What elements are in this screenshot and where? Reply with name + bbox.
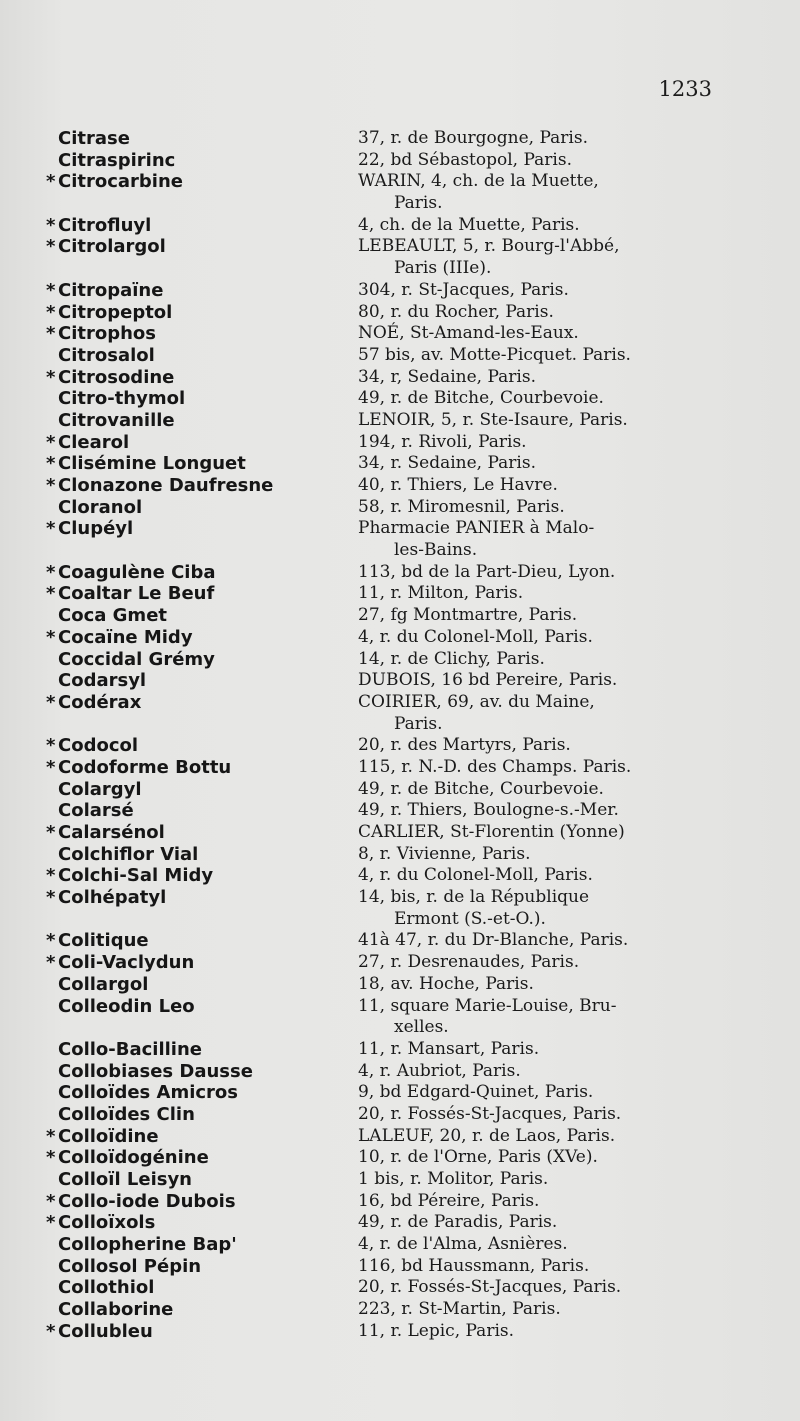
entry-name-spacer bbox=[44, 540, 358, 562]
entry-name bbox=[44, 627, 358, 649]
asterisk-marker: * bbox=[46, 1320, 56, 1342]
entry-name-text: Colloïdes Clin bbox=[58, 1103, 195, 1125]
entry-name bbox=[44, 1234, 358, 1256]
entry-address: 116, bd Haussmann, Paris. bbox=[358, 1255, 590, 1276]
entry-address: LENOIR, 5, r. Ste-Isaure, Paris. bbox=[358, 409, 628, 430]
entry-name bbox=[44, 475, 358, 497]
entry-name-text: Citrase bbox=[58, 128, 130, 149]
entry-name bbox=[44, 974, 358, 996]
entry-address: 16, bd Péreire, Paris. bbox=[358, 1190, 540, 1211]
entry-name bbox=[44, 323, 358, 345]
entry-address: 49, r. de Bitche, Courbevoie. bbox=[358, 778, 604, 799]
entry-address: 20, r. Fossés-St-Jacques, Paris. bbox=[358, 1277, 622, 1298]
asterisk-marker: * bbox=[46, 691, 56, 713]
entry-address: 4, ch. de la Muette, Paris. bbox=[358, 214, 580, 235]
asterisk-marker: * bbox=[46, 930, 56, 952]
entry-name-text: Citraspirinc bbox=[58, 149, 176, 171]
entry-address: 27, r. Desrenaudes, Paris. bbox=[358, 952, 580, 973]
entry-address: 113, bd de la Part-Dieu, Lyon. bbox=[358, 561, 616, 582]
entry-name-text: Collopherine Bap' bbox=[58, 1234, 237, 1256]
entry-name-text: Citrovanille bbox=[58, 409, 175, 431]
entry-name-text: Citrolargol bbox=[58, 236, 166, 258]
entry-name bbox=[44, 822, 358, 844]
entry-name-text: Citropeptol bbox=[58, 301, 173, 323]
entry-name bbox=[44, 1256, 358, 1278]
entry-address: WARIN, 4, ch. de la Muette, bbox=[358, 171, 599, 192]
entry-name-text: Colhépatyl bbox=[58, 887, 167, 909]
asterisk-marker: * bbox=[46, 822, 56, 843]
entry-address: 4, r. du Colonel-Moll, Paris. bbox=[358, 626, 593, 647]
entry-name-text: Clupéyl bbox=[58, 518, 134, 540]
entry-address: 22, bd Sébastopol, Paris. bbox=[358, 149, 572, 170]
asterisk-marker: * bbox=[46, 865, 56, 887]
entry-address: 14, r. de Clichy, Paris. bbox=[358, 648, 545, 669]
entry-name bbox=[44, 128, 358, 150]
entry-name bbox=[44, 779, 358, 801]
entry-name-text: Colloïl Leisyn bbox=[58, 1169, 192, 1190]
entry-address: 11, r. Mansart, Paris. bbox=[358, 1038, 540, 1059]
entry-name-text: Cocaïne Midy bbox=[58, 626, 193, 648]
entry-name-spacer bbox=[44, 909, 358, 931]
entry-name-spacer bbox=[44, 1017, 358, 1039]
entry-name-text: Citrophos bbox=[58, 323, 157, 345]
product-directory-list bbox=[44, 128, 734, 1343]
entry-name bbox=[44, 605, 358, 627]
asterisk-marker: * bbox=[46, 1147, 56, 1169]
entry-name bbox=[44, 302, 358, 324]
entry-address: 4, r. Aubriot, Paris. bbox=[358, 1060, 521, 1081]
asterisk-marker: * bbox=[46, 518, 56, 540]
entry-address: 58, r. Miromesnil, Paris. bbox=[358, 496, 565, 517]
entry-address: 1 bis, r. Molitor, Paris. bbox=[358, 1169, 549, 1189]
asterisk-marker: * bbox=[46, 236, 56, 258]
entry-address: 194, r. Rivoli, Paris. bbox=[358, 431, 527, 452]
entry-name bbox=[44, 800, 358, 822]
entry-address: 14, bis, r. de la République bbox=[358, 887, 590, 908]
entry-name-text: Clearol bbox=[58, 431, 130, 453]
entry-name bbox=[44, 1126, 358, 1148]
entry-name-text: Collo-iode Dubois bbox=[58, 1190, 236, 1212]
entry-name-text: Collothiol bbox=[58, 1277, 155, 1299]
entry-name-text: Calarsénol bbox=[58, 822, 165, 843]
entry-name-text: Citrocarbine bbox=[58, 171, 183, 193]
entry-name bbox=[44, 432, 358, 454]
entry-name bbox=[44, 1321, 358, 1343]
entry-name bbox=[44, 280, 358, 302]
entry-name-spacer bbox=[44, 714, 358, 736]
entry-address: 40, r. Thiers, Le Havre. bbox=[358, 475, 558, 495]
entry-name-text: Coaltar Le Beuf bbox=[58, 583, 215, 605]
entry-name bbox=[44, 996, 358, 1018]
entry-address: 20, r. des Martyrs, Paris. bbox=[358, 735, 571, 756]
asterisk-marker: * bbox=[46, 366, 56, 388]
entry-address: COIRIER, 69, av. du Maine, bbox=[358, 691, 595, 712]
entry-address: 115, r. N.-D. des Champs. Paris. bbox=[358, 756, 632, 777]
entry-name bbox=[44, 757, 358, 779]
entry-address: 49, r. de Bitche, Courbevoie. bbox=[358, 388, 604, 409]
entry-address: 4, r. de l'Alma, Asnières. bbox=[358, 1234, 568, 1255]
entry-name bbox=[44, 1039, 358, 1061]
entry-name-text: Colloïxols bbox=[58, 1212, 156, 1234]
entry-address: NOÉ, St-Amand-les-Eaux. bbox=[358, 323, 579, 344]
asterisk-marker: * bbox=[46, 453, 56, 475]
asterisk-marker: * bbox=[46, 1125, 56, 1147]
entry-name bbox=[44, 562, 358, 584]
asterisk-marker: * bbox=[46, 583, 56, 605]
entry-address: 20, r. Fossés-St-Jacques, Paris. bbox=[358, 1103, 622, 1124]
entry-address-continued: Paris. bbox=[394, 193, 443, 214]
entry-name bbox=[44, 1061, 358, 1083]
entry-name-spacer bbox=[44, 258, 358, 280]
entry-address: 41à 47, r. du Dr-Blanche, Paris. bbox=[358, 930, 629, 951]
entry-name-text: Collaborine bbox=[58, 1299, 174, 1321]
entry-address: LEBEAULT, 5, r. Bourg-l'Abbé, bbox=[358, 236, 620, 257]
entry-name bbox=[44, 388, 358, 410]
entry-address: 304, r. St-Jacques, Paris. bbox=[358, 279, 569, 300]
entry-name bbox=[44, 1212, 358, 1234]
entry-name-text: Colargyl bbox=[58, 778, 142, 800]
entry-name-text: Coagulène Ciba bbox=[58, 561, 216, 583]
entry-address: DUBOIS, 16 bd Pereire, Paris. bbox=[358, 670, 618, 691]
entry-name bbox=[44, 1277, 358, 1299]
entry-name-text: Colleodin Leo bbox=[58, 995, 195, 1017]
entry-name bbox=[44, 1147, 358, 1169]
entry-address: 10, r. de l'Orne, Paris (XVe). bbox=[358, 1147, 598, 1168]
entry-name-text: Codoforme Bottu bbox=[58, 756, 232, 778]
entry-address: 49, r. de Paradis, Paris. bbox=[358, 1212, 558, 1233]
entry-address: LALEUF, 20, r. de Laos, Paris. bbox=[358, 1125, 616, 1146]
entry-name bbox=[44, 930, 358, 952]
entry-name bbox=[44, 1169, 358, 1191]
entry-name-text: Coccidal Grémy bbox=[58, 648, 215, 670]
entry-name-text: Citrosalol bbox=[58, 344, 155, 366]
entry-name bbox=[44, 1191, 358, 1213]
entry-name-text: Citro-thymol bbox=[58, 388, 186, 410]
asterisk-marker: * bbox=[46, 431, 56, 453]
entry-address: 8, r. Vivienne, Paris. bbox=[358, 843, 531, 864]
asterisk-marker: * bbox=[46, 626, 56, 648]
entry-name-text: Citrosodine bbox=[58, 366, 175, 388]
entry-name bbox=[44, 215, 358, 237]
entry-name bbox=[44, 1299, 358, 1321]
entry-address-continued: les-Bains. bbox=[394, 540, 478, 561]
asterisk-marker: * bbox=[46, 887, 56, 909]
entry-name bbox=[44, 497, 358, 519]
page-number: 1233 bbox=[658, 77, 712, 101]
asterisk-marker: * bbox=[46, 561, 56, 583]
entry-address-continued: Ermont (S.-et-O.). bbox=[394, 908, 546, 929]
entry-name bbox=[44, 735, 358, 757]
asterisk-marker: * bbox=[46, 301, 56, 323]
entry-name-text: Codocol bbox=[58, 735, 139, 757]
asterisk-marker: * bbox=[46, 756, 56, 778]
entry-name-text: Collo-Bacilline bbox=[58, 1038, 202, 1060]
entry-name bbox=[44, 518, 358, 540]
entry-name bbox=[44, 583, 358, 605]
asterisk-marker: * bbox=[46, 214, 56, 236]
entry-address-continued: xelles. bbox=[394, 1017, 449, 1038]
asterisk-marker: * bbox=[46, 735, 56, 757]
entry-name bbox=[44, 887, 358, 909]
entry-name bbox=[44, 649, 358, 671]
entry-name-text: Citropaïne bbox=[58, 279, 164, 301]
entry-name-text: Colitique bbox=[58, 930, 149, 952]
entry-name-text: Codérax bbox=[58, 691, 142, 713]
entry-name bbox=[44, 670, 358, 692]
asterisk-marker: * bbox=[46, 279, 56, 301]
entry-address: 34, r. Sedaine, Paris. bbox=[358, 453, 536, 474]
entry-address: Pharmacie PANIER à Malo- bbox=[358, 518, 595, 539]
entry-name bbox=[44, 410, 358, 432]
entry-name-text: Clisémine Longuet bbox=[58, 453, 246, 475]
entry-name bbox=[44, 952, 358, 974]
asterisk-marker: * bbox=[46, 952, 56, 974]
entry-name bbox=[44, 1082, 358, 1104]
entry-address: 37, r. de Bourgogne, Paris. bbox=[358, 128, 588, 148]
entry-name bbox=[44, 692, 358, 714]
entry-name bbox=[44, 236, 358, 258]
entry-address: 223, r. St-Martin, Paris. bbox=[358, 1299, 561, 1320]
entry-address: 34, r, Sedaine, Paris. bbox=[358, 366, 536, 387]
entry-address: 11, r. Lepic, Paris. bbox=[358, 1320, 515, 1341]
asterisk-marker: * bbox=[46, 1212, 56, 1234]
entry-name bbox=[44, 345, 358, 367]
entry-name-spacer bbox=[44, 193, 358, 215]
entry-address: 80, r. du Rocher, Paris. bbox=[358, 301, 554, 322]
entry-name-text: Coli-Vaclydun bbox=[58, 952, 195, 974]
entry-address: 57 bis, av. Motte-Picquet. Paris. bbox=[358, 344, 631, 365]
entry-address: 18, av. Hoche, Paris. bbox=[358, 973, 534, 994]
entry-name-text: Cloranol bbox=[58, 496, 143, 518]
entry-address: 9, bd Edgard-Quinet, Paris. bbox=[358, 1082, 594, 1103]
entry-name-text: Coca Gmet bbox=[58, 605, 168, 627]
entry-address: CARLIER, St-Florentin (Yonne) bbox=[358, 822, 625, 842]
entry-address-continued: Paris (IIIe). bbox=[394, 258, 492, 279]
entry-name bbox=[44, 150, 358, 172]
entry-name bbox=[44, 844, 358, 866]
entry-name-text: Collosol Pépin bbox=[58, 1255, 202, 1277]
asterisk-marker: * bbox=[46, 475, 56, 496]
entry-name bbox=[44, 1104, 358, 1126]
entry-address: 27, fg Montmartre, Paris. bbox=[358, 605, 578, 626]
entry-name bbox=[44, 865, 358, 887]
entry-name-text: Colloïdogénine bbox=[58, 1147, 209, 1169]
entry-name-text: Clonazone Daufresne bbox=[58, 475, 274, 496]
entry-name-text: Colloïdes Amicros bbox=[58, 1082, 239, 1104]
entry-name-text: Collobiases Dausse bbox=[58, 1060, 253, 1082]
entry-address: 11, square Marie-Louise, Bru- bbox=[358, 995, 617, 1016]
entry-address: 11, r. Milton, Paris. bbox=[358, 583, 524, 604]
entry-name-text: Collargol bbox=[58, 973, 149, 995]
entry-name-text: Colloïdine bbox=[58, 1125, 159, 1147]
entry-name bbox=[44, 453, 358, 475]
entry-address-continued: Paris. bbox=[394, 713, 443, 734]
entry-address: 49, r. Thiers, Boulogne-s.-Mer. bbox=[358, 800, 619, 821]
entry-address: 4, r. du Colonel-Moll, Paris. bbox=[358, 865, 593, 886]
entry-name-text: Codarsyl bbox=[58, 670, 147, 692]
asterisk-marker: * bbox=[46, 171, 56, 193]
asterisk-marker: * bbox=[46, 1190, 56, 1212]
entry-name-text: Colarsé bbox=[58, 800, 134, 822]
entry-name bbox=[44, 367, 358, 389]
entry-name bbox=[44, 171, 358, 193]
entry-name-text: Citrofluyl bbox=[58, 214, 152, 236]
entry-name-text: Collubleu bbox=[58, 1320, 153, 1342]
asterisk-marker: * bbox=[46, 323, 56, 345]
entry-name-text: Colchiflor Vial bbox=[58, 843, 199, 865]
entry-name-text: Colchi-Sal Midy bbox=[58, 865, 214, 887]
